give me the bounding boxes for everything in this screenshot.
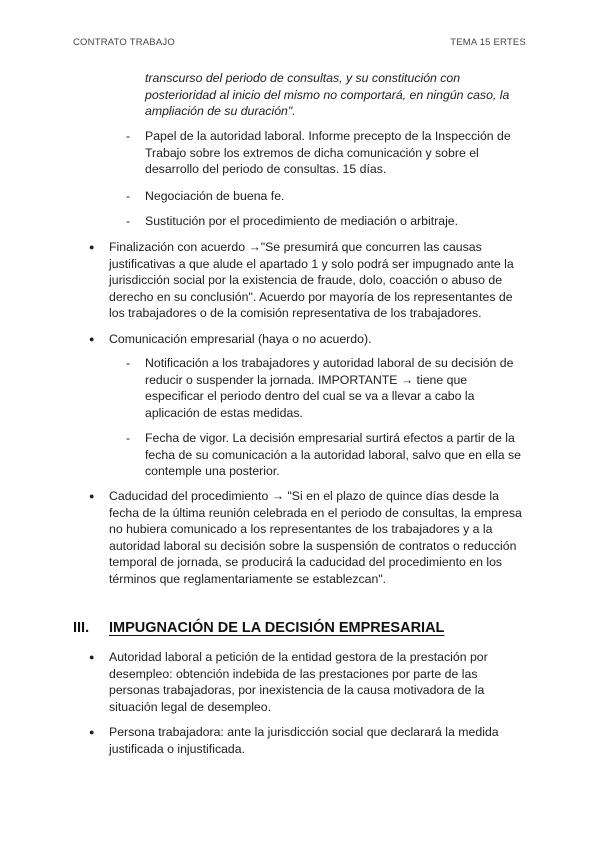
list-item [126,430,525,480]
list-item [126,355,525,421]
dash-marker: - [126,129,131,143]
list-item-text: Persona trabajadora: ante la jurisdicción social que declarará la medida justificada o injustificada. [109,725,499,756]
list-item-text: Sustitución por el procedimiento de mediación o arbitraje. [145,214,459,228]
list-item-text: Fecha de vigor. La decisión empresarial surtirá efectos a partir de la fecha de su comunicación a la autoridad laboral, salvo que en ella se contemple una posterior. [145,431,521,479]
dash-marker: - [126,356,131,370]
bullet-icon: ● [89,334,95,344]
list-item [89,488,527,588]
list-item-text: Autoridad laboral a petición de la entidad gestora de la prestación por desempleo: obtención indebida de las prestaciones por parte de las personas trabajadoras, por inexistencia de la causa motivadora de la situación legal de desempleo. [109,650,488,714]
bullet-icon: ● [89,491,95,501]
section-title: IMPUGNACIÓN DE LA DECISIÓN EMPRESARIAL [109,620,445,636]
list-item-text: Notificación a los trabajadores y autoridad laboral de su decisión de reducir o suspender la jornada. IMPORTANTE → tiene que especificar el periodo dentro del cual se va a llevar a cabo la aplicación de estas medidas. [145,356,514,420]
page-header-right: TEMA 15 ERTES [450,37,526,48]
list-item [89,239,527,322]
list-item-text: Negociación de buena fe. [145,189,285,203]
section-number: III. [73,620,90,636]
list-item [126,188,525,205]
dash-marker: - [126,214,131,228]
continuation-paragraph: transcurso del periodo de consultas, y su constitución con posterioridad al inicio del mismo no comportará, en ningún caso, la ampliación de su duración". [145,71,510,119]
list-item [89,331,527,348]
list-item-text: Finalización con acuerdo →"Se presumirá que concurren las causas justificativas a que alude el apartado 1 y solo podrá ser impugnado ante la jurisdicción social por la existencia de fraude, dolo, coacción o abuso de derecho en su conclusión". Acuerdo por mayoría de los representantes de los trabajadores o de la comisión representativa de los trabajadores. [109,240,514,321]
list-item-text: Papel de la autoridad laboral. Informe precepto de la Inspección de Trabajo sobre los extremos de dicha comunicación y sobre el desarrollo del periodo de consultas. 15 días. [145,129,511,177]
list-item [126,128,525,178]
list-item-text: Caducidad del procedimiento → "Si en el plazo de quince días desde la fecha de la última reunión celebrada en el periodo de consultas, la empresa no hubiera comunicado a los representantes de los trabajadores y a la autoridad laboral su decisión sobre la suspensión de contratos o reducción temporal de jornada, se producirá la caducidad del procedimiento en los términos que reglamentariamente se establezcan". [109,489,522,586]
bullet-icon: ● [89,727,95,737]
dash-marker: - [126,431,131,445]
list-item [89,649,527,715]
dash-marker: - [126,189,131,203]
bullet-icon: ● [89,242,95,252]
list-item [89,724,527,757]
list-item [126,213,525,230]
list-item-text: Comunicación empresarial (haya o no acuerdo). [109,332,372,346]
page-header-left: CONTRATO TRABAJO [73,37,175,48]
bullet-icon: ● [89,652,95,662]
